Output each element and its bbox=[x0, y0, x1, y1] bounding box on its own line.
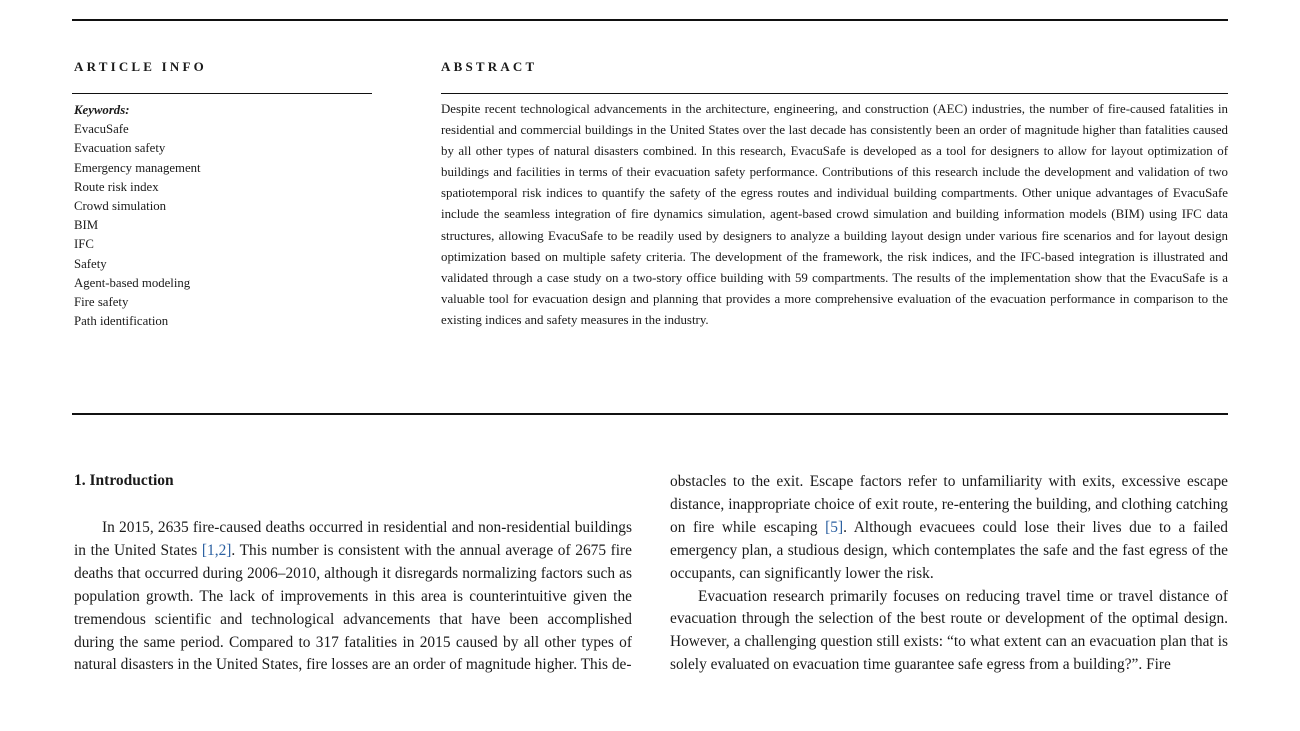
body-column-left bbox=[74, 517, 632, 677]
keyword-item: Route risk index bbox=[74, 179, 159, 194]
keyword-item: Safety bbox=[74, 256, 107, 271]
keyword-item: Fire safety bbox=[74, 295, 129, 310]
abstract-bottom-rule bbox=[72, 413, 1228, 415]
body-column-right bbox=[670, 471, 1228, 677]
keyword-item: Path identification bbox=[74, 314, 169, 329]
header-rule bbox=[72, 19, 1228, 21]
abstract-heading: ABSTRACT bbox=[441, 59, 538, 74]
paragraph-text: . This number is consistent with the annual average of 2675 fire deaths that occurred during 2006–2010, although it disregards normalizing factors such as population growth. The lack of improvements in this area is counterintuitive given the tremendous scientific and technological advancements that have been accomplished during the same period. Compared to 317 fatalities in 2015 caused by all other types of natural disasters in the United States, fire losses are an order of magnitude higher. This de- bbox=[74, 541, 633, 674]
citation-link[interactable]: [1,2] bbox=[201, 541, 232, 559]
keyword-item: EvacuSafe bbox=[74, 122, 129, 137]
keyword-item: IFC bbox=[74, 237, 94, 252]
keyword-item: Evacuation safety bbox=[74, 141, 166, 156]
abstract-text: Despite recent technological advancements in the architecture, engineering, and construction (AEC) industries, the number of fire-caused fatalities in residential and commercial buildings in the United States over the last decade has consistently been an order of magnitude higher than fatalities caused by all other types of natural disasters combined. In this research, EvacuSafe is developed as a tool for designers to allow for layout optimization of buildings and facilities in terms of their evacuation safety performance. Contributions of this research include the development and validation of two spatiotemporal risk indices to quantify the safety of the egress routes and individual building compartments. Other unique advantages of EvacuSafe include the seamless integration of fire dynamics simulation, agent-based crowd simulation and building information models (BIM) using IFC data structures, allowing EvacuSafe to be readily used by designers to analyze a building layout design under various fire scenarios and for layout design optimization based on multiple safety criteria. The development of the framework, the risk indices, and the IFC-based integration is illustrated and validated through a case study on a two-story office building with 59 compartments. The results of the implementation show that the EvacuSafe is a valuable tool for evacuation design and planning that provides a more comprehensive evaluation of the evacuation performance in comparison to the existing indices and safety measures in the industry. bbox=[441, 102, 1228, 327]
article-info-heading: ARTICLE INFO bbox=[74, 59, 207, 74]
paragraph: Evacuation research primarily focuses on reducing travel time or travel distance of evacuation through the selection of the best route or development of the optimal design. However, a challenging question still exists: “to what extent can an evacuation plan that is solely evaluated on evacuation time guarantee safe egress from a building?”. Fire bbox=[670, 587, 1228, 674]
paragraph-text: In 2015, 2635 fire-caused deaths occurred in residential and non-residential buildings in the United States bbox=[74, 519, 632, 559]
section-heading-introduction: 1. Introduction bbox=[74, 472, 174, 489]
paragraph-text: . Although evacuees could lose their lives due to a failed emergency plan, a studious design, which contemplates the safe and the fast egress of the occupants, can significantly lower the risk. bbox=[670, 518, 1228, 582]
keyword-item: Crowd simulation bbox=[74, 199, 167, 214]
article-info-rule bbox=[72, 93, 372, 94]
keywords-block bbox=[74, 101, 364, 331]
abstract-rule bbox=[441, 93, 1228, 94]
citation-link[interactable]: [5] bbox=[825, 518, 844, 536]
keyword-item: Emergency management bbox=[74, 160, 201, 175]
paragraph-text: obstacles to the exit. Escape factors refer to unfamiliarity with exits, excessive escape distance, inappropriate choice of exit route, re-entering the building, and clothing catching on fire while escaping bbox=[670, 473, 1228, 536]
keyword-item: Agent-based modeling bbox=[74, 275, 191, 290]
keyword-item: BIM bbox=[74, 218, 99, 233]
keywords-label: Keywords: bbox=[74, 103, 130, 117]
paragraph bbox=[670, 471, 1228, 586]
paragraph bbox=[74, 517, 632, 677]
